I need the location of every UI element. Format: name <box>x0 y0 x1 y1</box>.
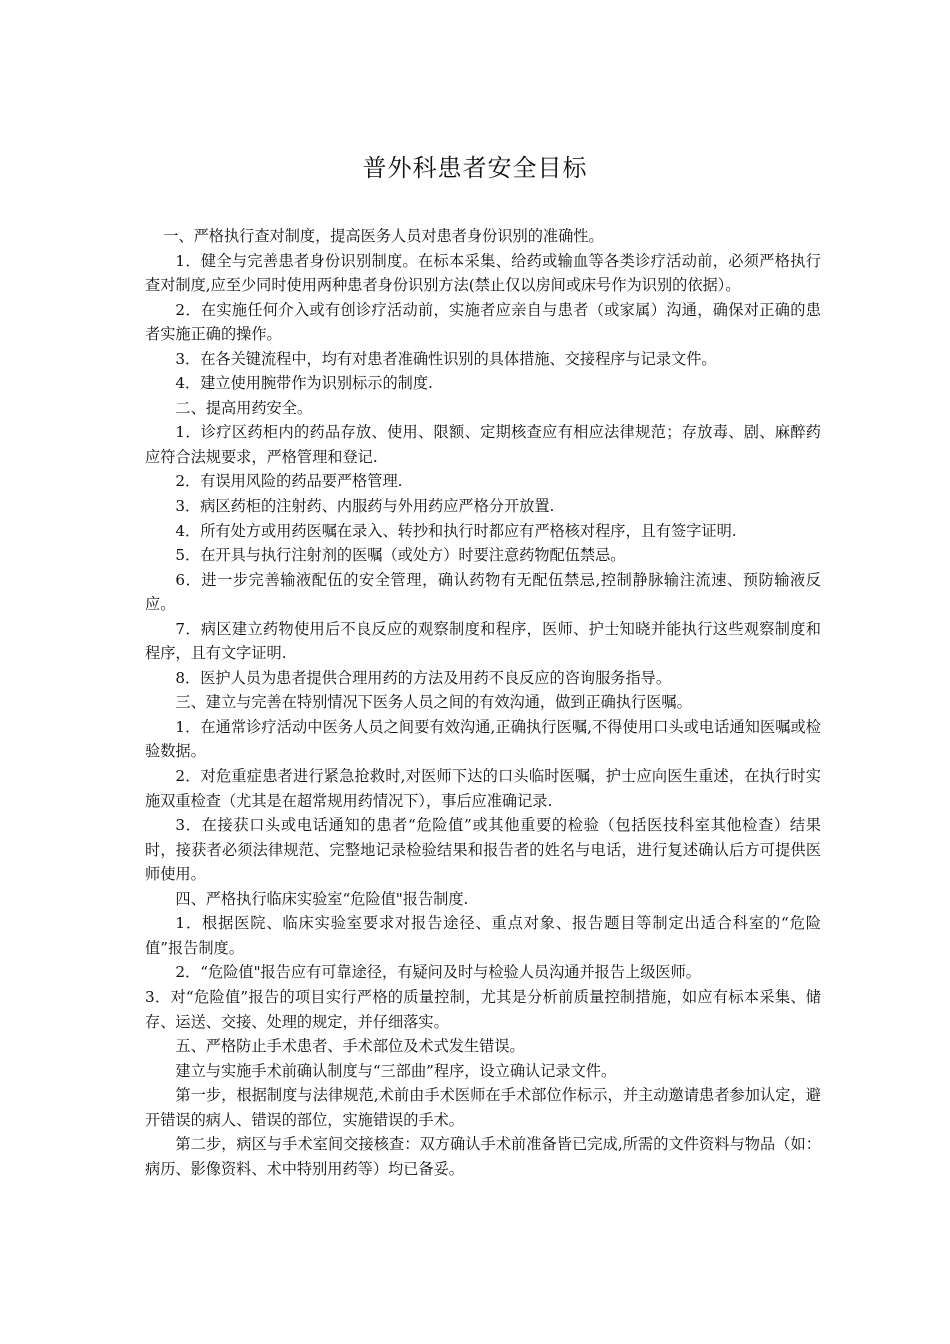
paragraph: 3．在接获口头或电话通知的患者“危险值”或其他重要的检验（包括医技科室其他检查）结果时，接获者必须法律规范、完整地记录检验结果和报告者的姓名与电话，进行复述确认后方可提供医师使用。 <box>145 816 821 884</box>
paragraph: 4．建立使用腕带作为识别标示的制度. <box>175 374 433 393</box>
paragraph: 建立与实施手术前确认制度与“三部曲”程序，设立确认记录文件。 <box>175 1061 617 1080</box>
paragraph: 2．对危重症患者进行紧急抢救时,对医师下达的口头临时医嘱，护士应向医生重述，在执行时实施双重检查（尤其是在超常规用药情况下），事后应准确记录. <box>145 767 821 810</box>
section-heading-1: 一、严格执行查对制度，提高医务人员对患者身份识别的准确性。 <box>163 227 604 245</box>
section-heading-5: 五、严格防止手术患者、手术部位及术式发生错误。 <box>175 1037 525 1056</box>
paragraph: 7．病区建立药物使用后不良反应的观察制度和程序，医师、护士知晓并能执行这些观察制度和程序，且有文字证明. <box>145 619 821 663</box>
paragraph: 1．在通常诊疗活动中医务人员之间要有效沟通,正确执行医嘱,不得使用口头或电话通知医嘱或检验数据。 <box>145 717 821 761</box>
paragraph: 3．对“危险值”报告的项目实行严格的质量控制，尤其是分析前质量控制措施，如应有标本采集、储存、运送、交接、处理的规定，并仔细落实。 <box>145 987 821 1031</box>
document-title: 普外科患者安全目标 <box>362 154 588 182</box>
section-heading-3: 三、建立与完善在特别情况下医务人员之间的有效沟通，做到正确执行医嘱。 <box>175 693 692 712</box>
paragraph: 第一步，根据制度与法律规范,术前由手术医师在手术部位作标示，并主动邀请患者参加认定，避开错误的病人、错误的部位，实施错误的手术。 <box>145 1086 821 1129</box>
section-heading-4: 四、严格执行临床实验室“危险值"报告制度. <box>175 889 469 908</box>
paragraph: 3．病区药柜的注射药、内服药与外用药应严格分开放置. <box>175 497 555 516</box>
paragraph: 3．在各关键流程中，均有对患者准确性识别的具体措施、交接程序与记录文件。 <box>175 349 717 368</box>
paragraph: 5．在开具与执行注射剂的医嘱（或处方）时要注意药物配伍禁忌。 <box>175 546 626 565</box>
paragraph: 第二步，病区与手术室间交接核查：双方确认手术前准备皆已完成,所需的文件资料与物品（如：病历、影像资料、术中特别用药等）均已备妥。 <box>145 1135 821 1178</box>
document-body <box>145 224 821 1181</box>
paragraph: 8．医护人员为患者提供合理用药的方法及用药不良反应的咨询服务指导。 <box>175 668 672 687</box>
section-heading-2: 二、提高用药安全。 <box>175 398 313 417</box>
paragraph: 1．诊疗区药柜内的药品存放、使用、限额、定期核查应有相应法律规范；存放毒、剧、麻醉药应符合法规要求，严格管理和登记. <box>145 423 821 466</box>
paragraph: 2．在实施任何介入或有创诊疗活动前，实施者应亲自与患者（或家属）沟通，确保对正确的患者实施正确的操作。 <box>145 300 821 344</box>
paragraph: 2．有误用风险的药品要严格管理. <box>175 472 403 491</box>
paragraph: 6．进一步完善输液配伍的安全管理，确认药物有无配伍禁忌,控制静脉输注流速、预防输液反应。 <box>145 570 821 614</box>
paragraph: 1．根据医院、临床实验室要求对报告途径、重点对象、报告题目等制定出适合科室的“危险值”报告制度。 <box>145 914 821 957</box>
paragraph: 4．所有处方或用药医嘱在录入、转抄和执行时都应有严格核对程序，且有签字证明. <box>175 521 737 540</box>
paragraph: 1．健全与完善患者身份识别制度。在标本采集、给药或输血等各类诊疗活动前，必须严格执行查对制度,应至少同时使用两种患者身份识别方法(禁止仅以房间或床号作为识别的依据）。 <box>145 251 821 295</box>
paragraph: 2．“危险值"报告应有可靠途径，有疑问及时与检验人员沟通并报告上级医师。 <box>175 963 701 982</box>
